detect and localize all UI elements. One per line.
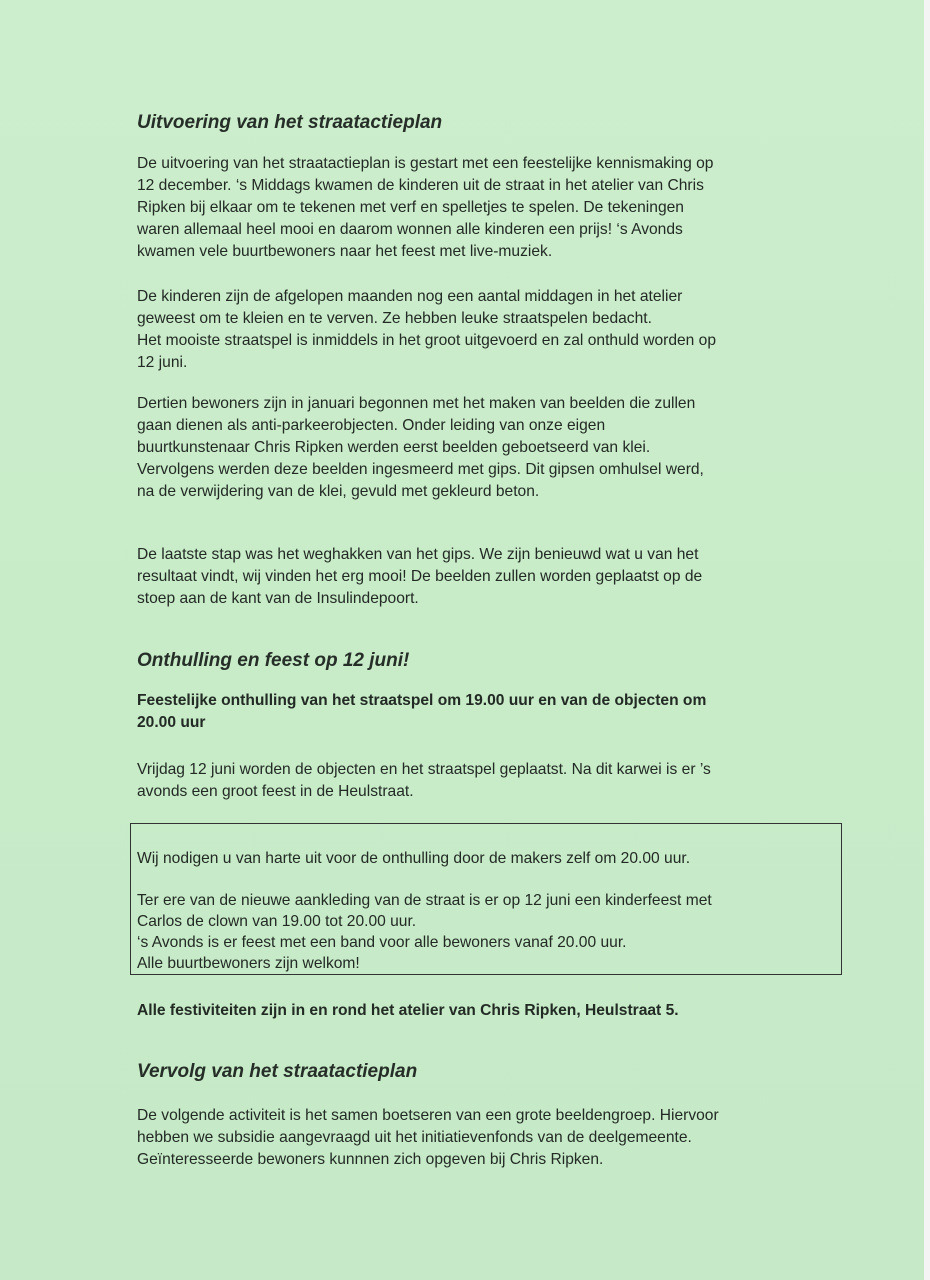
text-line: waren allemaal heel mooi en daarom wonnen alle kinderen een prijs! ‘s Avonds: [137, 221, 683, 238]
text-line: ‘s Avonds is er feest met een band voor alle bewoners vanaf 20.00 uur.: [137, 934, 627, 951]
text-line: kwamen vele buurtbewoners naar het feest met live-muziek.: [137, 243, 553, 260]
text-line: Dertien bewoners zijn in januari begonnen met het maken van beelden die zullen: [137, 395, 696, 412]
text-line: Carlos de clown van 19.00 tot 20.00 uur.: [137, 913, 417, 930]
paragraph-laatste-stap: [137, 544, 837, 610]
paragraph-bewoners: [137, 393, 837, 503]
scan-edge: [924, 0, 930, 1280]
text-line: Alle buurtbewoners zijn welkom!: [137, 955, 360, 972]
text-line: Vervolgens werden deze beelden ingesmeerd met gips. Dit gipsen omhulsel werd,: [137, 461, 704, 478]
paragraph-vrijdag: [137, 759, 837, 803]
text-line: geweest om te kleien en te verven. Ze hebben leuke straatspelen bedacht.: [137, 310, 652, 327]
text-line: buurtkunstenaar Chris Ripken werden eerst beelden geboetseerd van klei.: [137, 439, 651, 456]
text-line: Geïnteresseerde bewoners kunnnen zich opgeven bij Chris Ripken.: [137, 1151, 604, 1168]
heading-onthulling: Onthulling en feest op 12 juni!: [137, 650, 410, 671]
text-line: Vrijdag 12 juni worden de objecten en het straatspel geplaatst. Na dit karwei is er ’s: [137, 761, 711, 778]
paragraph-vervolg: [137, 1105, 837, 1171]
paragraph-locatie: Alle festiviteiten zijn in en rond het atelier van Chris Ripken, Heulstraat 5.: [137, 1002, 679, 1019]
text-line: 12 juni.: [137, 354, 188, 371]
text-line: avonds een groot feest in de Heulstraat.: [137, 783, 414, 800]
text-line: Feestelijke onthulling van het straatspel om 19.00 uur en van de objecten om: [137, 692, 707, 709]
heading-uitvoering: Uitvoering van het straatactieplan: [137, 112, 443, 133]
text-line: Het mooiste straatspel is inmiddels in het groot uitgevoerd en zal onthuld worden op: [137, 332, 717, 349]
invitation-box: [130, 823, 842, 975]
text-line: hebben we subsidie aangevraagd uit het initiatievenfonds van de deelgemeente.: [137, 1129, 692, 1146]
text-line: 20.00 uur: [137, 714, 206, 731]
paragraph-kinderen: [137, 286, 837, 374]
box-line-invitation: [137, 848, 690, 869]
text-line: De laatste stap was het weghakken van het gips. We zijn benieuwd wat u van het: [137, 546, 699, 563]
text-line: gaan dienen als anti-parkeerobjecten. Onder leiding van onze eigen: [137, 417, 606, 434]
text-line: De kinderen zijn de afgelopen maanden nog een aantal middagen in het atelier: [137, 288, 683, 305]
text-line: Ripken bij elkaar om te tekenen met verf en spelletjes te spelen. De tekeningen: [137, 199, 684, 216]
text-line: stoep aan de kant van de Insulindepoort.: [137, 590, 419, 607]
text-line: Wij nodigen u van harte uit voor de onthulling door de makers zelf om 20.00 uur.: [137, 850, 691, 867]
text-line: De uitvoering van het straatactieplan is gestart met een feestelijke kennismaking op: [137, 155, 714, 172]
text-line: Ter ere van de nieuwe aankleding van de straat is er op 12 juni een kinderfeest met: [137, 892, 712, 909]
text-line: 12 december. ‘s Middags kwamen de kinderen uit de straat in het atelier van Chris: [137, 177, 704, 194]
text-line: na de verwijdering van de klei, gevuld met gekleurd beton.: [137, 483, 540, 500]
paragraph-feestelijke-onthulling: [137, 690, 837, 734]
box-paragraph-kinderfeest: [137, 890, 712, 974]
text-line: resultaat vindt, wij vinden het erg mooi! De beelden zullen worden geplaatst op de: [137, 568, 703, 585]
paragraph-kennismaking: [137, 153, 837, 263]
heading-vervolg: Vervolg van het straatactieplan: [137, 1061, 418, 1082]
text-line: De volgende activiteit is het samen boetseren van een grote beeldengroep. Hiervoor: [137, 1107, 719, 1124]
